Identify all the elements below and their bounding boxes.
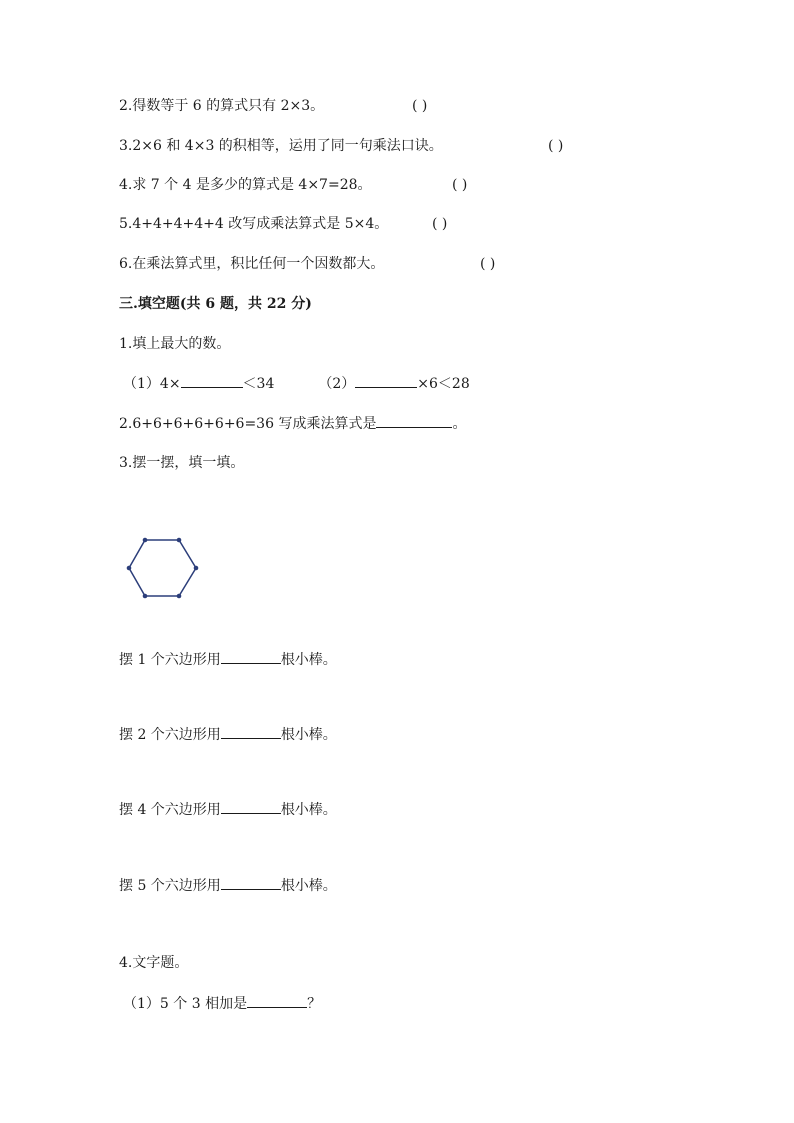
row-suffix: 根小棒。: [280, 802, 337, 818]
answer-blank[interactable]: [221, 649, 281, 664]
vertex-dot: [143, 594, 148, 599]
part-1-prefix: （1）4×: [123, 376, 181, 392]
part-1-prefix: （1）5 个 3 相加是: [123, 996, 248, 1012]
answer-blank[interactable]: [221, 724, 281, 739]
vertex-dot: [127, 566, 132, 571]
vertex-dot: [143, 538, 148, 543]
hexagon-row-1: [119, 649, 337, 670]
question-2-prefix: 2.6+6+6+6+6+6=36 写成乘法算式是: [119, 416, 377, 432]
fill-question-3-title: 3.摆一摆，填一填。: [119, 455, 245, 471]
row-suffix: 根小棒。: [280, 878, 337, 894]
hexagon-row-2: [119, 724, 337, 745]
row-prefix: 摆 1 个六边形用: [119, 652, 221, 668]
judge-question-6: 6.在乘法算式里，积比任何一个因数都大。: [119, 256, 385, 272]
judge-question-2: 2.得数等于 6 的算式只有 2×3。: [119, 98, 325, 114]
answer-blank[interactable]: [247, 993, 307, 1008]
answer-blank[interactable]: [221, 799, 281, 814]
vertex-dot: [177, 594, 182, 599]
answer-parentheses[interactable]: ( ): [548, 138, 564, 154]
part-1-suffix: ？: [307, 996, 322, 1012]
answer-blank[interactable]: [221, 875, 281, 890]
row-suffix: 根小棒。: [280, 727, 337, 743]
fill-question-4-part-1: [123, 993, 321, 1014]
section-heading: 三.填空题(共 6 题，共 22 分): [119, 296, 312, 312]
hexagon-figure: [124, 534, 204, 602]
fill-question-1-title: 1.填上最大的数。: [119, 336, 231, 352]
part-1-suffix: ＜34: [242, 376, 275, 392]
answer-blank[interactable]: [376, 413, 452, 428]
fill-question-2: [119, 413, 466, 434]
hexagon-row-4: [119, 875, 337, 896]
fill-question-4-title: 4.文字题。: [119, 955, 189, 971]
hexagon-row-3: [119, 799, 337, 820]
vertex-dot: [194, 566, 199, 571]
judge-question-5: 5.4+4+4+4+4 改写成乘法算式是 5×4。: [119, 216, 389, 232]
part-2-prefix: （2）: [318, 376, 356, 392]
answer-blank[interactable]: [181, 373, 243, 388]
vertex-dot: [177, 538, 182, 543]
judge-question-4: 4.求 7 个 4 是多少的算式是 4×7=28。: [119, 177, 372, 193]
row-prefix: 摆 4 个六边形用: [119, 802, 221, 818]
answer-parentheses[interactable]: ( ): [480, 256, 496, 272]
row-suffix: 根小棒。: [280, 652, 337, 668]
answer-parentheses[interactable]: ( ): [452, 177, 468, 193]
row-prefix: 摆 5 个六边形用: [119, 878, 221, 894]
row-prefix: 摆 2 个六边形用: [119, 727, 221, 743]
hexagon-outline: [129, 540, 196, 596]
answer-blank[interactable]: [355, 373, 417, 388]
judge-question-3: 3.2×6 和 4×3 的积相等，运用了同一句乘法口诀。: [119, 138, 443, 154]
answer-parentheses[interactable]: ( ): [432, 216, 448, 232]
question-2-suffix: 。: [452, 416, 467, 432]
answer-parentheses[interactable]: ( ): [412, 98, 428, 114]
part-2-suffix: ×6＜28: [417, 376, 470, 392]
fill-question-1-parts: [123, 373, 470, 394]
